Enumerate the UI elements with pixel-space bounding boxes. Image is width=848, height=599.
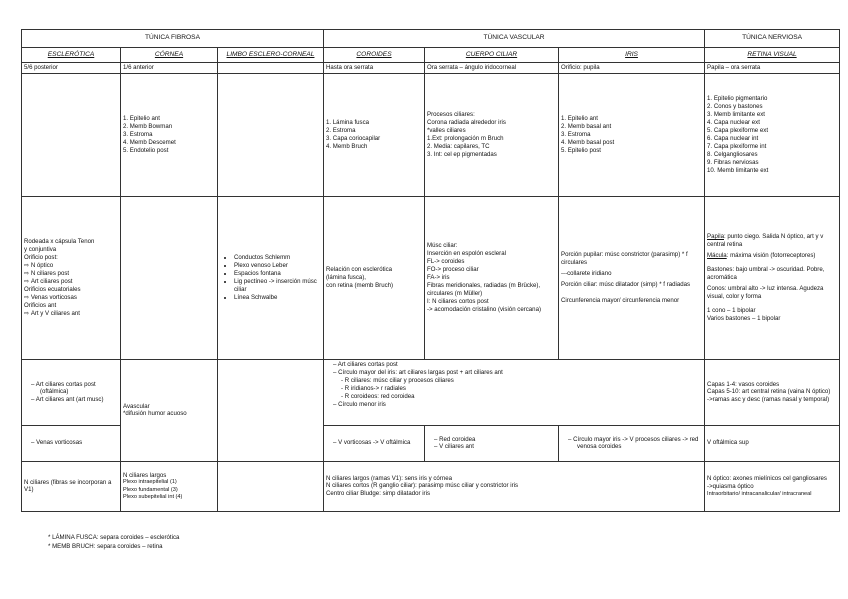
cell-limbo-nervios	[218, 461, 324, 511]
list-item: – Venas vorticosas	[40, 439, 118, 447]
list-item: • Línea Schwalbe	[234, 294, 321, 302]
column-header-row	[22, 48, 840, 63]
list-item: 3. Capa coriocapilar	[326, 134, 381, 142]
list-item: - R coroideos: red coroidea	[348, 393, 702, 401]
arrow-right-icon: ⇨	[24, 262, 30, 270]
list-item: Intraorbitario/ intracanalicular/ intracraneal	[707, 490, 812, 497]
list-item: Capas 5-10: art central retina (vaina N óptico)	[707, 388, 831, 396]
cell-cornea-relaciones	[121, 196, 218, 359]
list-item: 5. Epitelio post	[561, 146, 601, 154]
list-item: 7. Capa plexiforme int	[707, 142, 767, 150]
list-item: *valles ciliares	[427, 127, 466, 134]
list-item: 1 cono – 1 bipolar	[707, 306, 756, 314]
list-item: Inserción en espolón escleral	[427, 250, 506, 258]
list-item: 2. Memb Bowman	[123, 123, 173, 131]
limbo-list	[220, 254, 321, 302]
list-item: - R iridianos-> r radiales	[348, 385, 702, 393]
arrow-right-icon: ⇨	[24, 309, 30, 317]
list-item: 6. Capa nuclear int	[707, 134, 759, 142]
list-item: FA-> iris	[427, 273, 450, 281]
list-item: 3. Memb limitante ext	[707, 111, 765, 119]
cell-coroides-relaciones	[324, 196, 425, 359]
list-item: – Art ciliares cortas post	[342, 361, 702, 369]
eye-tunics-table	[21, 29, 840, 512]
cell-cornea-capas	[121, 73, 218, 196]
list-item: 9. Fibras nerviosas	[707, 158, 759, 166]
cell-limbo-capas	[218, 73, 324, 196]
list-item: 5. Endotelio post	[123, 146, 169, 154]
cell-vascular-arterias	[324, 359, 705, 425]
group-header-row	[22, 30, 840, 48]
list-item: – Círculo mayor iris -> V procesos ciliares -> red venosa coroides	[577, 436, 702, 452]
list-item: Músc ciliar:	[427, 242, 458, 250]
footnote-lamina-fusca: * LÁMINA FUSCA: separa coroides – esclerótica	[48, 534, 180, 541]
cell-esclerotica-venas	[22, 425, 121, 461]
cell-retina-venas: V oftálmica sup	[705, 425, 840, 461]
cell-coroides-extension: Hasta ora serrata	[324, 63, 425, 74]
list-item: - R ciliares: músc ciliar y procesos ciliares	[348, 377, 702, 385]
list-item: Circunferencia mayor/ circunferencia menor	[561, 296, 680, 304]
col-esclerotica: ESCLERÓTICA	[22, 48, 121, 63]
list-item: ---collarete iridiano	[561, 269, 612, 277]
list-item: 4. Memb Descemet	[123, 138, 176, 146]
list-item: Varios bastones – 1 bipolar	[707, 314, 781, 322]
cell-iris-extension: Orificio: pupila	[559, 63, 705, 74]
list-item: Plexo fundamental (3)	[123, 486, 178, 493]
list-item: 1.Ext: prolongación m Bruch	[427, 134, 504, 142]
col-cornea: CÓRNEA	[121, 48, 218, 63]
list-item: ⇨ Art y V ciliares ant	[24, 309, 80, 317]
list-item: 4. Memb Bruch	[326, 142, 368, 150]
cell-cuerpo-venas	[425, 425, 559, 461]
cell-cuerpo-capas	[425, 73, 559, 196]
list-item: Papila: punto ciego. Salida N óptico, art y v central retina	[707, 233, 824, 249]
list-item: ⇨ Venas vorticosas	[24, 293, 77, 301]
list-item: ->ramas asc y desc (ramas nasal y temporal)	[707, 396, 830, 404]
list-item: 3. Estroma	[123, 130, 153, 138]
list-item: Plexo subepitelial int (4)	[123, 494, 183, 501]
list-item: • Lig pectíneo -> inserción músc ciliar	[234, 278, 321, 294]
list-item: 2. Conos y bastones	[707, 103, 763, 111]
cell-esclerotica-capas	[22, 73, 121, 196]
row-arterias	[22, 359, 840, 425]
header-tunica-fibrosa: TÚNICA FIBROSA	[22, 30, 324, 48]
cell-coroides-capas	[324, 73, 425, 196]
list-item: ⇨ N óptico	[24, 262, 54, 270]
list-item: 10. Memb limitante ext	[707, 166, 769, 174]
list-item: ⇨ N ciliares post	[24, 270, 70, 277]
list-item: – V ciliares ant	[443, 443, 556, 451]
list-item: FL-> coroides	[427, 258, 465, 266]
footnotes	[48, 533, 179, 552]
cell-coroides-venas	[324, 425, 425, 461]
list-item: 3. Int: cel ep pigmentadas	[427, 150, 497, 158]
cell-retina-capas	[705, 73, 840, 196]
papila-label: Papila	[707, 233, 724, 241]
list-item: I: N ciliares cortos post	[427, 297, 489, 305]
list-item: 1. Epitelio ant	[561, 115, 598, 123]
footnote-memb-bruch: * MEMB BRUCH: separa coroides – retina	[48, 543, 163, 551]
col-iris: IRIS	[559, 48, 705, 63]
cell-retina-extension: Papila – ora serrata	[705, 63, 840, 74]
col-cuerpo-ciliar: CUERPO CILIAR	[425, 48, 559, 63]
list-item: Orificios ant	[24, 301, 57, 309]
list-item: Fibras meridionales, radiadas (m Brücke), circulares (m Müller)	[427, 281, 541, 297]
arrow-right-icon: ⇨	[24, 293, 30, 301]
list-item: 1. Epitelio ant	[123, 115, 160, 123]
list-item: Corona radiada alrededor iris	[427, 119, 506, 127]
cell-esclerotica-arterias	[22, 359, 121, 425]
list-item: FO-> proceso ciliar	[427, 266, 479, 274]
cell-retina-nervios	[705, 461, 840, 511]
list-item: 5. Capa plexiforme ext	[707, 127, 769, 134]
col-retina: RETINA VISUAL	[705, 48, 840, 63]
list-item: Bastones: bajo umbral -> oscuridad. Pobre, acromática	[707, 266, 825, 281]
cell-iris-capas	[559, 73, 705, 196]
row-nervios	[22, 461, 840, 511]
list-item: – Art ciliares ant (art musc)	[40, 396, 118, 404]
cell-limbo-relaciones	[218, 196, 324, 359]
list-item: y conjuntiva	[24, 246, 57, 254]
list-item: (lámina fusca),	[326, 273, 366, 281]
header-tunica-vascular: TÚNICA VASCULAR	[324, 30, 705, 48]
list-item: • Conductos Schlemm	[234, 254, 321, 262]
list-item: Capas 1-4: vasos coroides	[707, 380, 780, 388]
row-extension	[22, 63, 840, 74]
cell-esclerotica-nervios: N ciliares (fibras se incorporan a V1)	[22, 461, 121, 511]
list-item: 3. Estroma	[561, 130, 591, 138]
list-item: 2. Memb basal ant	[561, 123, 612, 131]
cell-retina-relaciones	[705, 196, 840, 359]
cell-limbo-extension	[218, 63, 324, 74]
list-item: Orificios ecuatoriales	[24, 285, 81, 293]
cell-iris-venas	[559, 425, 705, 461]
cell-esclerotica-extension: 5/6 posterior	[22, 63, 121, 74]
list-item: N óptico: axones mielínicos cel gangliosares	[707, 474, 827, 482]
list-item: – Red coroidea	[443, 436, 556, 444]
list-item: Avascular	[123, 402, 150, 410]
list-item: 2. Media: capilares, TC	[427, 142, 490, 150]
list-item: – V vorticosas -> V oftálmica	[342, 439, 422, 447]
cell-iris-relaciones	[559, 196, 705, 359]
row-relaciones	[22, 196, 840, 359]
list-item: Procesos ciliares:	[427, 111, 475, 119]
arrow-right-icon: ⇨	[24, 270, 30, 277]
list-item: N ciliares largos	[123, 471, 167, 479]
list-item: Plexo intraepitelial (1)	[123, 479, 177, 486]
col-coroides: COROIDES	[324, 48, 425, 63]
list-item: 4. Capa nuclear ext	[707, 119, 760, 127]
list-item: N ciliares largos (ramas V1): sens iris y córnea	[326, 474, 452, 482]
list-item: *difusión humor acuoso	[123, 410, 187, 418]
list-item: Relación con esclerótica	[326, 266, 393, 274]
list-item: – Círculo menor iris	[342, 401, 702, 409]
cell-vascular-nervios	[324, 461, 705, 511]
list-item: Porción ciliar: músc dilatador (simp) * f radiadas	[561, 280, 691, 288]
list-item: ->quiasma óptico	[707, 482, 754, 490]
cell-cornea-nervios	[121, 461, 218, 511]
list-item: ⇨ Art ciliares post	[24, 277, 73, 285]
list-item: – Círculo mayor del iris: art ciliares largas post + art ciliares ant	[342, 369, 702, 377]
list-item: N ciliares cortos (R ganglio ciliar): parasimp músc ciliar y constrictor iris	[326, 482, 519, 490]
cell-cornea-vasos	[121, 359, 218, 461]
list-item: 1. Lámina fusca	[326, 119, 370, 127]
list-item: 4. Memb basal post	[561, 138, 615, 146]
list-item: Orificio post:	[24, 254, 58, 262]
cell-limbo-vasos	[218, 359, 324, 461]
cell-cuerpo-extension: Ora serrata – ángulo iridocorneal	[425, 63, 559, 74]
list-item: 8. Celgangliosares	[707, 150, 758, 158]
cell-retina-arterias	[705, 359, 840, 425]
list-item: 2. Estroma	[326, 127, 356, 134]
list-item: 1. Epitelio pigmentario	[707, 95, 768, 103]
list-item: • Espacios fontana	[234, 270, 321, 278]
list-item: – Art ciliares cortas post (oftálmica)	[40, 381, 118, 397]
list-item: Mácula: máxima visión (fotorreceptores)	[707, 252, 816, 260]
list-item: • Plexo venoso Leber	[234, 262, 321, 270]
list-item: Conos: umbral alto -> luz intensa. Agudeza visual, color y forma	[707, 284, 824, 300]
cell-cornea-extension: 1/6 anterior	[121, 63, 218, 74]
list-item: con retina (memb Bruch)	[326, 281, 394, 289]
list-item: Centro ciliar Bludge: simp dilatador iris	[326, 490, 430, 498]
row-capas	[22, 73, 840, 196]
col-limbo: LIMBO ESCLERO-CORNEAL	[218, 48, 324, 63]
list-item: Porción pupilar: músc constrictor (parasimp) * f circulares	[561, 251, 688, 267]
cell-cuerpo-relaciones	[425, 196, 559, 359]
macula-label: Mácula	[707, 252, 727, 260]
list-item: -> acomodación cristalino (visión cercana)	[427, 305, 541, 313]
arrow-right-icon: ⇨	[24, 277, 30, 285]
header-tunica-nerviosa: TÚNICA NERVIOSA	[705, 30, 840, 48]
cell-esclerotica-relaciones	[22, 196, 121, 359]
list-item: Rodeada x cápsula Tenon	[24, 238, 95, 246]
